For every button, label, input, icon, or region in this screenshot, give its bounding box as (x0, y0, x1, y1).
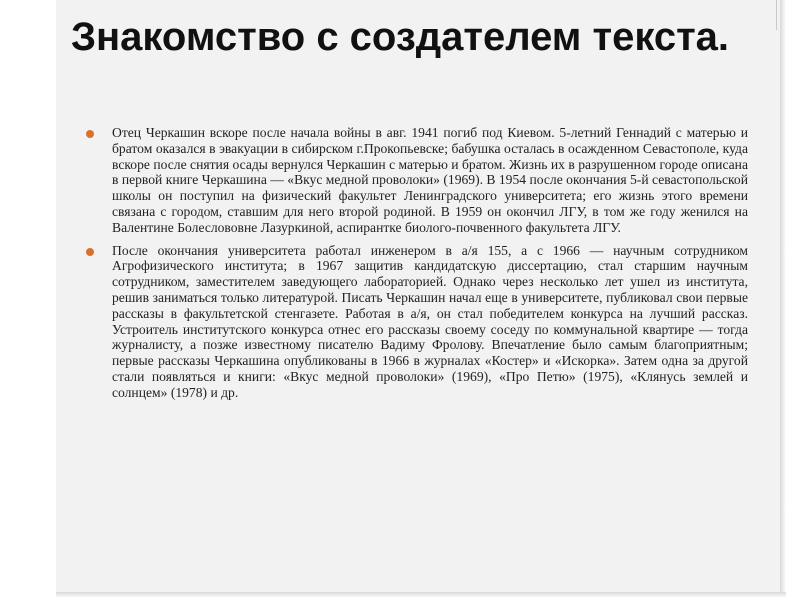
bullet-paragraph-2-text: После окончания университета работал инженером в а/я 155, а с 1966 — научным сотрудником Агрофизического института; в 1967 защитив кандидатскую диссертацию, стал старшим научным сотрудником, заместителем заведующего лабораторией. Однако через несколько лет ушел из института, решив заниматься только литературой. Писать Черкашин начал еще в университете, публиковал свои первые рассказы в факультетской стенгазете. Работая в а/я, он стал победителем конкурса на лучший рассказ. Устроитель институтского конкурса отнес его рассказы своему соседу по коммунальной квартире — тогда журналисту, а позже известному писателю Вадиму Фролову. Впечатление было самым благоприятным; первые рассказы Черкашина опубликованы в 1966 в журналах «Костер» и «Искорка». Затем одна за другой стали появляться и книги: «Вкус медной проволоки» (1969), «Про Петю» (1975), «Клянусь землей и солнцем» (1978) и др. (112, 242, 748, 400)
orange-circle-bullet-icon (86, 248, 94, 256)
bullet-list (86, 125, 748, 408)
slide-edge-line (776, 0, 777, 30)
slide-title: Знакомство с создателем текста. (70, 15, 730, 59)
bullet-paragraph-1-text: Отец Черкашин вскоре после начала войны в авг. 1941 погиб под Киевом. 5-летний Геннадий с матерью и братом оказался в эвакуации в сибирском г.Прокопьевске; бабушка осталась в осажденном Севастополе, куда вскоре после снятия осады вернулся Черкашин с матерью и братом. Жизнь их в разрушенном городе описана в первой книге Черкашина — «Вкус медной проволоки» (1969). В 1954 после окончания 5-й севастопольской школы он поступил на физический факультет Ленинградского университета; его жизнь этого времени связана с городом, ставшим для него второй родиной. В 1959 он окончил ЛГУ, в том же году женился на Валентине Болеслововне Лазуркиной, аспирантке биолого-почвенного факультета ЛГУ. (112, 125, 748, 235)
slide-shadow-bottom (56, 592, 786, 598)
slide-shadow-right (780, 0, 786, 592)
bullet-paragraph-2 (86, 243, 748, 401)
bullet-paragraph-1 (86, 125, 748, 236)
orange-circle-bullet-icon (86, 130, 94, 138)
